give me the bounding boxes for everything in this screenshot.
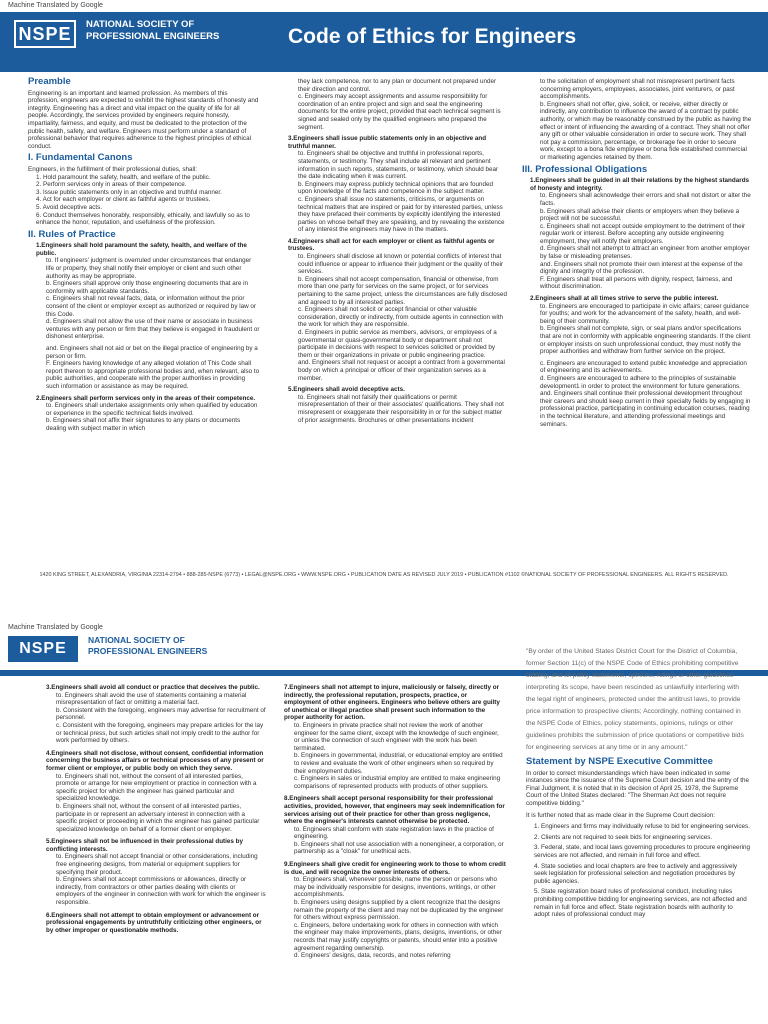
rule-4e: and. Engineers shall not request or accept a contract from a governmental body on which a principal or officer of their organization serves as a member. [298,359,505,382]
rule-5b: b. Engineers shall not offer, give, solicit, or receive, either directly or indirectly, any contribution to influence the award of a contract by public authority, or which may be reasonably construed by the public as having the effect or intent of influencing the awarding of a contract. They shall not offer any gift or other valuable consideration in order to secure work. They shall not pay a commission, percentage, or brokerage fee in order to secure work, except to a bona fide employee or bona fide established commercial or marketing agencies retained by them. [540,100,752,161]
obligation-8b: b. Engineers shall not use association with a nonengineer, a corporation, or partnership as a "cloak" for unethical acts. [294,840,504,856]
statement-text-1: In order to correct misunderstandings which have been indicated in some instances since the issuance of the Supreme Court decision and the entry of the Final Judgment, it is noted that in its decision of April 25, 1978, the Supreme Court of the United States declared: "The Sherman Act does not require competitive bidding." [526,769,749,807]
obligation-2e: and. Engineers shall continue their professional development throughout their careers and should keep current in their specialty fields by engaging in professional practice, participating in continuing education courses, reading in the technical literature, and attending professional meetings and seminars. [540,390,751,428]
obligation-5: 5.Engineers shall not be influenced in their professional duties by conflicting interests. [46,838,243,853]
rule-2b-cont: they lack competence, nor to any plan or document not prepared under their direction and control. [298,78,497,93]
obligation-7a: to. Engineers in private practice shall not review the work of another engineer for the same client, except with the knowledge of such engineer, or unless the connection of such engineer with the work has been terminated. [294,721,499,752]
obligation-3b: b. Consistent with the foregoing, engineers may advertise for recruitment of personnel. [56,706,266,722]
rule-1a: to. If engineers' judgment is overruled under circumstances that endanger life or property, they shall notify their employer or client and such other authority as may be appropriate. [46,257,252,280]
rule-3b: b. Engineers may express publicly technical opinions that are founded upon knowledge of the facts and competence in the subject matter. [298,180,493,196]
obligation-1b: b. Engineers shall advise their clients or employers when they believe a project will not be successful. [540,207,740,223]
obligation-7: 7.Engineers shall not attempt to injure, maliciously or falsely, directly or indirectly, the professional reputation, prospects, practice, or employment of other engineers. Engineers who believe others are guilty of unethical or illegal practice shall present such information to the proper authority for action. [284,684,500,722]
obligation-3a: to. Engineers shall avoid the use of statements containing a material misrepresentation of fact or omitting a material fact. [56,691,247,707]
rule-5: 5.Engineers shall avoid deceptive acts. [288,386,405,394]
rule-4a: to. Engineers shall disclose all known or potential conflicts of interest that could influence or appear to influence their judgment or the quality of their services. [298,253,504,276]
p2-column-3 [526,646,750,1024]
obligation-5a: to. Engineers shall not accept financial or other considerations, including free engineering designs, from material or equipment suppliers for specifying their product. [56,853,258,876]
obligation-7b: b. Engineers in governmental, industrial, or educational employ are entitled to review and evaluate the work of other engineers when so required by their employment duties. [294,752,503,775]
rule-3c: c. Engineers shall issue no statements, criticisms, or arguments on technical matters that are inspired or paid for by interested parties, unless they have prefaced their comments by explicitly identifying the interested parties on whose behalf they are speaking, and by revealing the existence of any interest the engineers may have in the matters. [298,195,505,234]
preamble-heading: Preamble [28,76,71,87]
list-item: 2. Clients are not required to seek bids for engineering services. [534,833,713,841]
list-item: 5. Avoid deceptive acts. [36,203,103,211]
statement-heading: Statement by NSPE Executive Committee [526,756,713,767]
list-item: 3. Issue public statements only in an objective and truthful manner. [36,188,222,196]
machine-translated-note-2: Machine Translated by Google [8,624,103,631]
list-item: 6. Conduct themselves honorably, responsibly, ethically, and lawfully so as to enhance the honor, reputation, and usefulness of the profession. [36,211,250,227]
obligation-9c: c. Engineers, before undertaking work for others in connection with which the engineer may make improvements, plans, designs, inventions, or other records that may justify copyrights or patents, should enter into a positive agreement regarding ownership. [294,921,502,952]
obligation-5b: b. Engineers shall not accept commissions or allowances, directly or indirectly, from contractors or other parties dealing with clients or employers of the engineer in connection with work for which the engineer is responsible. [56,876,266,907]
canons-heading: I. Fundamental Canons [28,152,133,164]
list-item: 1. Hold paramount the safety, health, and welfare of the public. [36,173,211,181]
list-item: 4. State societies and local chapters are free to actively and aggressively seek legislation for professional selection and negotiation procedures by public agencies. [534,862,738,885]
nspe-logo: NSPE [14,20,76,48]
rule-1d: d. Engineers shall not allow the use of their name or associate in business ventures with any person or firm that they believe is engaged in fraudulent or dishonest enterprise. [46,318,260,341]
column-3 [522,78,752,564]
rule-4d: d. Engineers in public service as members, advisors, or employees of a governmental or quasi-governmental body or department shall not participate in decisions with respect to services solicited or provided by them or their organizations in private or public engineering practice. [298,329,497,359]
page-title: Code of Ethics for Engineers [288,25,577,48]
nspe-logo-2: NSPE [8,636,78,662]
obligations-heading: III. Professional Obligations [522,163,648,175]
obligation-1f: F. Engineers shall treat all persons with dignity, respect, fairness, and without discrimination. [540,275,733,291]
obligation-2c: c. Engineers are encouraged to extend public knowledge and appreciation of engineering and its achievements. [540,359,747,375]
rule-3a: to. Engineers shall be objective and truthful in professional reports, statements, or testimony. They shall include all relevant and pertinent information in such reports, statements, or testimony, which should bear the date indicating when it was current. [298,150,499,181]
list-item: 3. Federal, state, and local laws governing procedures to procure engineering services are not affected, and remain in full force and effect. [534,844,750,859]
list-item: 1. Engineers and firms may individually refuse to bid for engineering services. [534,823,750,831]
column-1 [28,76,260,562]
obligation-1a: to. Engineers shall acknowledge their errors and shall not distort or alter the facts. [540,192,751,207]
obligation-6: 6.Engineers shall not attempt to obtain employment or advancement or professional engagements by untruthfully criticizing other engineers, or by other improper or questionable methods. [46,911,262,934]
rule-1e: and. Engineers shall not aid or bet on the illegal practice of engineering by a person or firm. [46,345,258,360]
rule-2b: b. Engineers shall not affix their signatures to any plans or documents dealing with subject matter in which [46,417,241,432]
rule-4c: c. Engineers shall not solicit or accept financial or other valuable consideration, directly or indirectly, from outside agents in connection with the work for which they are responsible. [298,306,503,329]
rule-2a: to. Engineers shall undertake assignments only when qualified by education or experience in the specific technical fields involved. [46,402,258,417]
obligation-9b: b. Engineers using designs supplied by a client recognize that the designs remain the property of the client and may not be duplicated by the engineer for others without express permission. [294,899,504,922]
obligation-7c: c. Engineers in sales or industrial employ are entitled to make engineering comparisons of represented products with products of other suppliers. [294,775,501,790]
rule-4: 4.Engineers shall act for each employer or client as faithful agents or trustees. [288,237,495,253]
obligation-2: 2.Engineers shall at all times strive to serve the public interest. [530,295,719,303]
obligation-3c: c. Consistent with the foregoing, engineers may prepare articles for the lay or technical press, but such articles shall not imply credit to the author for work performed by others. [56,721,264,745]
rule-4b: b. Engineers shall not accept compensation, financial or otherwise, from more than one party for services on the same project, or for services pertaining to the same project, unless the circumstances are fully disclosed and agreed to by all interested parties. [298,275,507,306]
rule-1c: c. Engineers shall not reveal facts, data, or information without the prior consent of the client or employer except as authorized or required by law or this Code. [46,295,257,318]
p2-column-1 [38,684,266,1024]
rule-2c: c. Engineers may accept assignments and assume responsibility for coordination of an entire project and sign and seal the engineering documents for the entire project, provided that each technical segment is signed and sealed only by the qualified engineers who prepared the segment. [298,93,501,131]
rule-2: 2.Engineers shall perform services only in the areas of their competence. [36,394,256,402]
list-item: 4. Act for each employer or client as faithful agents or trustees. [36,196,211,204]
obligation-1d: d. Engineers shall not attempt to attract an engineer from another employer by false or misleading pretenses. [540,245,750,261]
rules-heading: II. Rules of Practice [28,228,116,240]
obligation-4: 4.Engineers shall not disclose, without consent, confidential information concerning the business affairs or technical processes of any present or former client or employer, or public body on which they serve. [46,749,264,772]
canons-list [28,174,260,227]
rule-1: 1.Engineers shall hold paramount the safety, health, and welfare of the public. [36,242,247,257]
obligation-9a: to. Engineers shall, whenever possible, name the person or persons who may be individually responsible for designs, inventions, writings, or other accomplishments. [294,876,498,899]
column-2 [280,78,508,564]
obligation-9d: d. Engineers' designs, data, records, and notes referring [294,952,451,960]
machine-translated-note: Machine Translated by Google [8,2,103,9]
statement-list [526,823,750,919]
obligation-9: 9.Engineers shall give credit for engineering work to those to whom credit is due, and will recognize the owner interests of others. [284,861,506,876]
obligation-8a: to. Engineers shall conform with state registration laws in the practice of engineering. [294,825,494,841]
obligation-1: 1.Engineers shall be guided in all their relations by the highest standards of honesty and integrity. [530,177,750,192]
list-item: 5. State registration board rules of professional conduct, including rules prohibiting competitive bidding for engineering services, are not affected and remain in full force and effect. State registration boards with authority to adopt rules of professional conduct may [534,888,747,919]
obligation-2b: b. Engineers shall not complete, sign, or seal plans and/or specifications that are not in conformity with applicable engineering standards. If the client or employer insists on such unprofessional conduct, they must notify the proper authorities and withdraw from further service on the project. [540,325,751,356]
list-item: 2. Perform services only in areas of their competence. [36,181,187,189]
p2-column-2 [276,684,506,1024]
rule-5a-cont: to the solicitation of employment shall not misrepresent pertinent facts concerning employers, employees, associates, joint venturers, or past accomplishments. [540,78,735,101]
court-quote: "By order of the United States District Court for the District of Columbia, former Section 11(c) of the NSPE Code of Ethics prohibiting competitive bidding, and all policy statements, opinions, rulings or other guidelines interpreting its scope, have been rescinded as unlawfully interfering with the legal right of engineers, protected under the antitrust laws, to provide price information to prospective clients; Accordingly, nothing contained in the NSPE Code of Ethics, policy statements, opinions, rulings or other guidelines prohibits the submission of price quotations or competitive bids for engineering services at any time or in any amount." [526,648,744,751]
canons-intro: Engineers, in the fulfillment of their professional duties, shall: [28,165,198,173]
obligation-3: 3.Engineers shall avoid all conduct or practice that deceives the public. [46,684,260,691]
org-name-2: NATIONAL SOCIETY OF PROFESSIONAL ENGINEERS [88,635,208,656]
obligation-2d: d. Engineers are encouraged to adhere to the principles of sustainable development1 in order to protect the environment for future generations. [540,374,741,390]
preamble-text: Engineering is an important and learned profession. As members of this profession, engineers are expected to exhibit the highest standards of honesty and integrity. Engineering has a direct and vital impact on the quality of life for all people. Accordingly, the services provided by engineers require honesty, impartiality, fairness, and equity, and must be dedicated to the protection of the public health, safety, and welfare. Engineers must perform under a standard of professional behavior that requires adherence to the highest principles of ethical conduct. [28,89,259,150]
rule-1b: b. Engineers shall approve only those engineering documents that are in conformity with applicable standards. [46,280,248,295]
obligation-4a: to. Engineers shall not, without the consent of all interested parties, promote or arrange for new employment or practice in connection with a specific project for which the engineer has gained particular and specialized knowledge. [56,772,257,803]
rule-3: 3.Engineers shall issue public statements only in an objective and truthful manner. [288,135,487,150]
org-name: NATIONAL SOCIETY OF PROFESSIONAL ENGINEERS [86,19,220,42]
obligation-1e: and. Engineers shall not promote their own interest at the expense of the dignity and integrity of the profession. [540,260,743,276]
obligation-2a: to. Engineers are encouraged to participate in civic affairs; career guidance for youths; and work for the advancement of the safety, health, and well-being of their community. [540,302,749,325]
obligation-4b: b. Engineers shall not, without the consent of all interested parties, participate in or represent an adversary interest in connection with a specific project or proceeding in which the engineer has gained particular specialized knowledge on behalf of a former client or employer. [56,802,260,833]
statement-text-2: It is further noted that as made clear in the Supreme Court decision: [526,811,716,819]
page-footer: 1420 KING STREET, ALEXANDRIA, VIRGINIA 22314-2794 • 888-285-NSPE (6773) • LEGAL@NSPE.ORG • WWW.NSPE.ORG • PUBLICATION DATE AS REVISED JULY 2019 • PUBLICATION #1102 ©NATIONAL SOCIETY OF PROFESSIONAL ENGINEERS. ALL RIGHTS RESERVED. [39,572,729,578]
obligation-1c: c. Engineers shall not accept outside employment to the detriment of their regular work or interest. Before accepting any outside engineering employment, they will notify their employers. [540,222,746,245]
rule-5a: to. Engineers shall not falsify their qualifications or permit misrepresentation of their or their associates' qualifications. They shall not misrepresent or exaggerate their responsibility in or for the subject matter of prior assignments. Brochures or other presentations incident [298,393,504,424]
rule-1f: F. Engineers having knowledge of any alleged violation of This Code shall report thereon to appropriate professional bodies and, when relevant, also to public authorities, and cooperate with the proper authorities in providing such information or assistance as may be required. [46,360,260,390]
obligation-8: 8.Engineers shall accept personal responsibility for their professional activities, provided, however, that engineers may seek indemnification for services arising out of their practice for other than gross negligence, where the engineer's interests cannot otherwise be protected. [284,795,505,826]
